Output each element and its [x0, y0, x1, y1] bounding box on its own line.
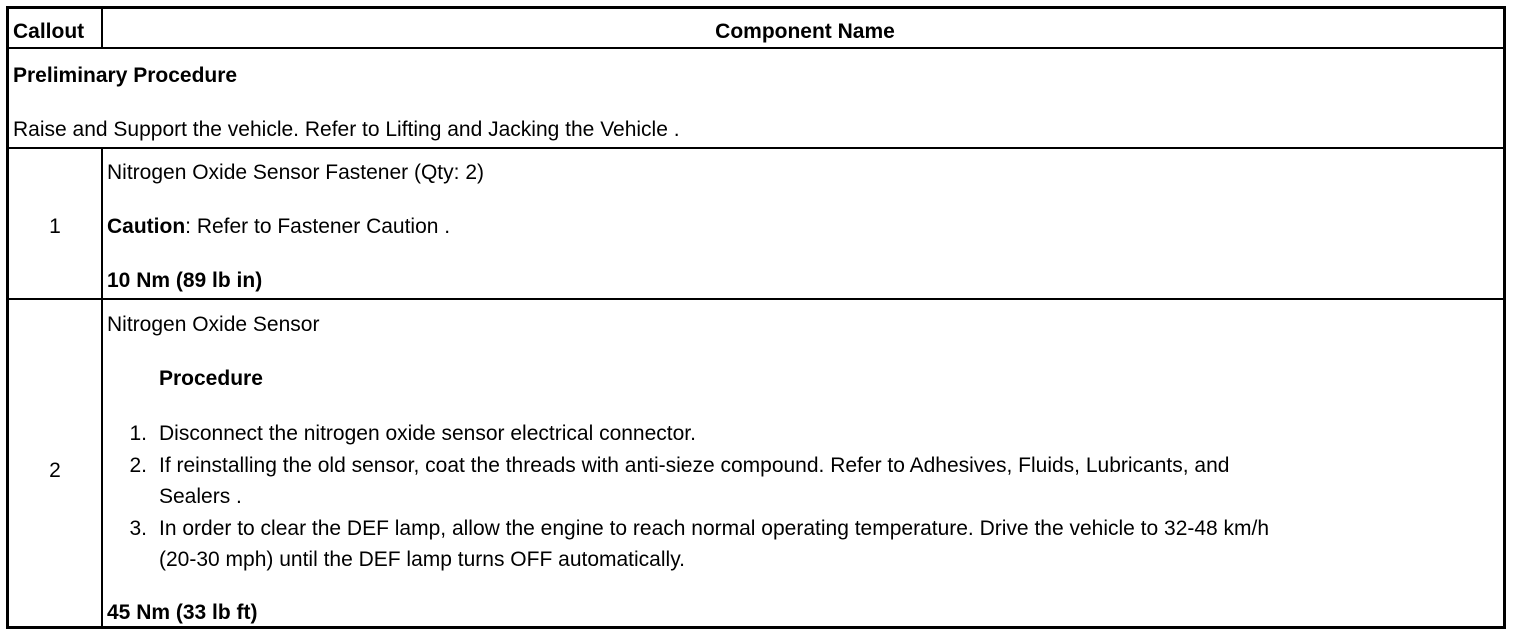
row2-callout: 2 — [49, 459, 61, 482]
preliminary-title: Preliminary Procedure — [13, 64, 238, 87]
step-number: 3. — [129, 517, 147, 540]
preliminary-text: Raise and Support the vehicle. Refer to Lifting and Jacking the Vehicle . — [13, 118, 680, 141]
row1-caution — [107, 216, 450, 237]
component-table — [6, 6, 1506, 629]
row1-caution-label: Caution — [107, 215, 186, 238]
row2-component-name: Nitrogen Oxide Sensor — [107, 313, 320, 336]
step-number: 2. — [129, 454, 147, 477]
step-text-continued: Sealers . — [159, 485, 242, 508]
header-callout: Callout — [13, 20, 85, 43]
header-divider — [101, 9, 103, 47]
row1-caution-text: : Refer to Fastener Caution . — [185, 215, 451, 238]
step-text-continued: (20-30 mph) until the DEF lamp turns OFF automatically. — [159, 548, 685, 571]
row1-component-name: Nitrogen Oxide Sensor Fastener (Qty: 2) — [107, 161, 484, 184]
header-component-name: Component Name — [715, 20, 895, 43]
step-text: In order to clear the DEF lamp, allow the engine to reach normal operating temperature. Drive the vehicle to 32-48 km/h — [159, 517, 1270, 540]
row2-torque: 45 Nm (33 lb ft) — [107, 601, 258, 624]
callout-column-divider — [101, 147, 103, 629]
header-bottom-rule — [9, 47, 1503, 49]
row1-torque: 10 Nm (89 lb in) — [107, 269, 263, 292]
step-text: Disconnect the nitrogen oxide sensor electrical connector. — [159, 422, 696, 445]
row1-bottom-rule — [9, 298, 1503, 300]
row2-procedure-title: Procedure — [159, 367, 263, 390]
step-number: 1. — [129, 422, 147, 445]
row1-callout: 1 — [49, 215, 61, 238]
preliminary-bottom-rule — [9, 147, 1503, 149]
step-text: If reinstalling the old sensor, coat the threads with anti-sieze compound. Refer to Adhesives, Fluids, Lubricants, and — [159, 454, 1230, 477]
